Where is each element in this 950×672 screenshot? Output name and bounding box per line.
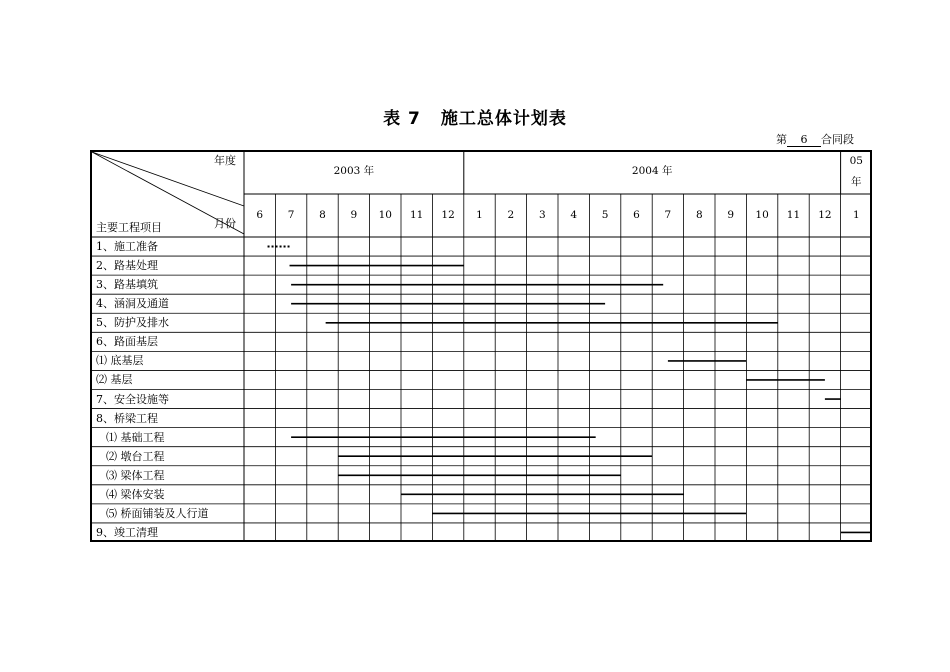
work-item-label: 1、施工准备 xyxy=(96,240,158,253)
month-label: 1 xyxy=(852,208,860,221)
month-label: 4 xyxy=(570,208,578,221)
month-label: 12 xyxy=(818,208,832,221)
month-label: 10 xyxy=(755,208,769,221)
year-label: 2004 年 xyxy=(631,165,673,177)
work-item-label: ⑵ 墩台工程 xyxy=(106,449,165,463)
month-label: 11 xyxy=(410,208,424,221)
work-item-label: 7、安全设施等 xyxy=(96,392,169,406)
item-header-label: 主要工程项目 xyxy=(96,221,162,234)
month-header-label: 月份 xyxy=(214,217,236,230)
work-item-label: ⑸ 桥面铺装及人行道 xyxy=(106,506,209,520)
table-name: 施工总体计划表 xyxy=(440,109,567,129)
month-label: 6 xyxy=(633,208,640,221)
year-header-label: 年度 xyxy=(214,154,236,167)
work-item-label: ⑵ 基层 xyxy=(96,373,133,387)
month-label: 3 xyxy=(538,208,546,221)
work-item-label: 5、防护及排水 xyxy=(96,316,169,330)
month-label: 12 xyxy=(441,208,455,221)
section-prefix: 第 xyxy=(776,133,787,146)
work-item-label: ⑶ 梁体工程 xyxy=(106,468,165,482)
month-label: 8 xyxy=(695,208,703,221)
table-title xyxy=(0,104,950,129)
work-item-label: 3、路基填筑 xyxy=(96,278,158,292)
section-suffix: 合同段 xyxy=(821,133,854,146)
work-item-label: 8、桥梁工程 xyxy=(96,411,158,425)
work-item-label: 4、涵洞及通道 xyxy=(96,297,169,311)
work-item-label: 2、路基处理 xyxy=(96,259,158,273)
schedule-table xyxy=(90,150,872,542)
work-item-label: ⑴ 底基层 xyxy=(96,354,144,368)
work-item-label: 6、路面基层 xyxy=(96,335,158,349)
month-label: 7 xyxy=(287,208,295,221)
work-item-label: 9、竣工清理 xyxy=(96,525,158,539)
month-label: 11 xyxy=(786,208,801,221)
month-label: 5 xyxy=(601,208,609,221)
contract-section xyxy=(776,131,854,147)
month-label: 1 xyxy=(476,208,483,221)
month-label: 7 xyxy=(664,208,672,221)
year-label: 05 年 xyxy=(849,155,863,188)
month-label: 6 xyxy=(256,208,264,221)
year-label: 2003 年 xyxy=(333,165,375,177)
section-number: 6 xyxy=(787,134,821,147)
work-item-label: ⑴ 基础工程 xyxy=(106,430,165,444)
month-label: 10 xyxy=(378,208,392,221)
month-label: 9 xyxy=(350,208,358,221)
month-label: 8 xyxy=(319,208,326,221)
month-label: 2 xyxy=(507,208,515,221)
month-label: 9 xyxy=(727,208,735,221)
table-number: 表 7 xyxy=(383,109,421,129)
work-item-label: ⑷ 梁体安装 xyxy=(106,487,165,501)
